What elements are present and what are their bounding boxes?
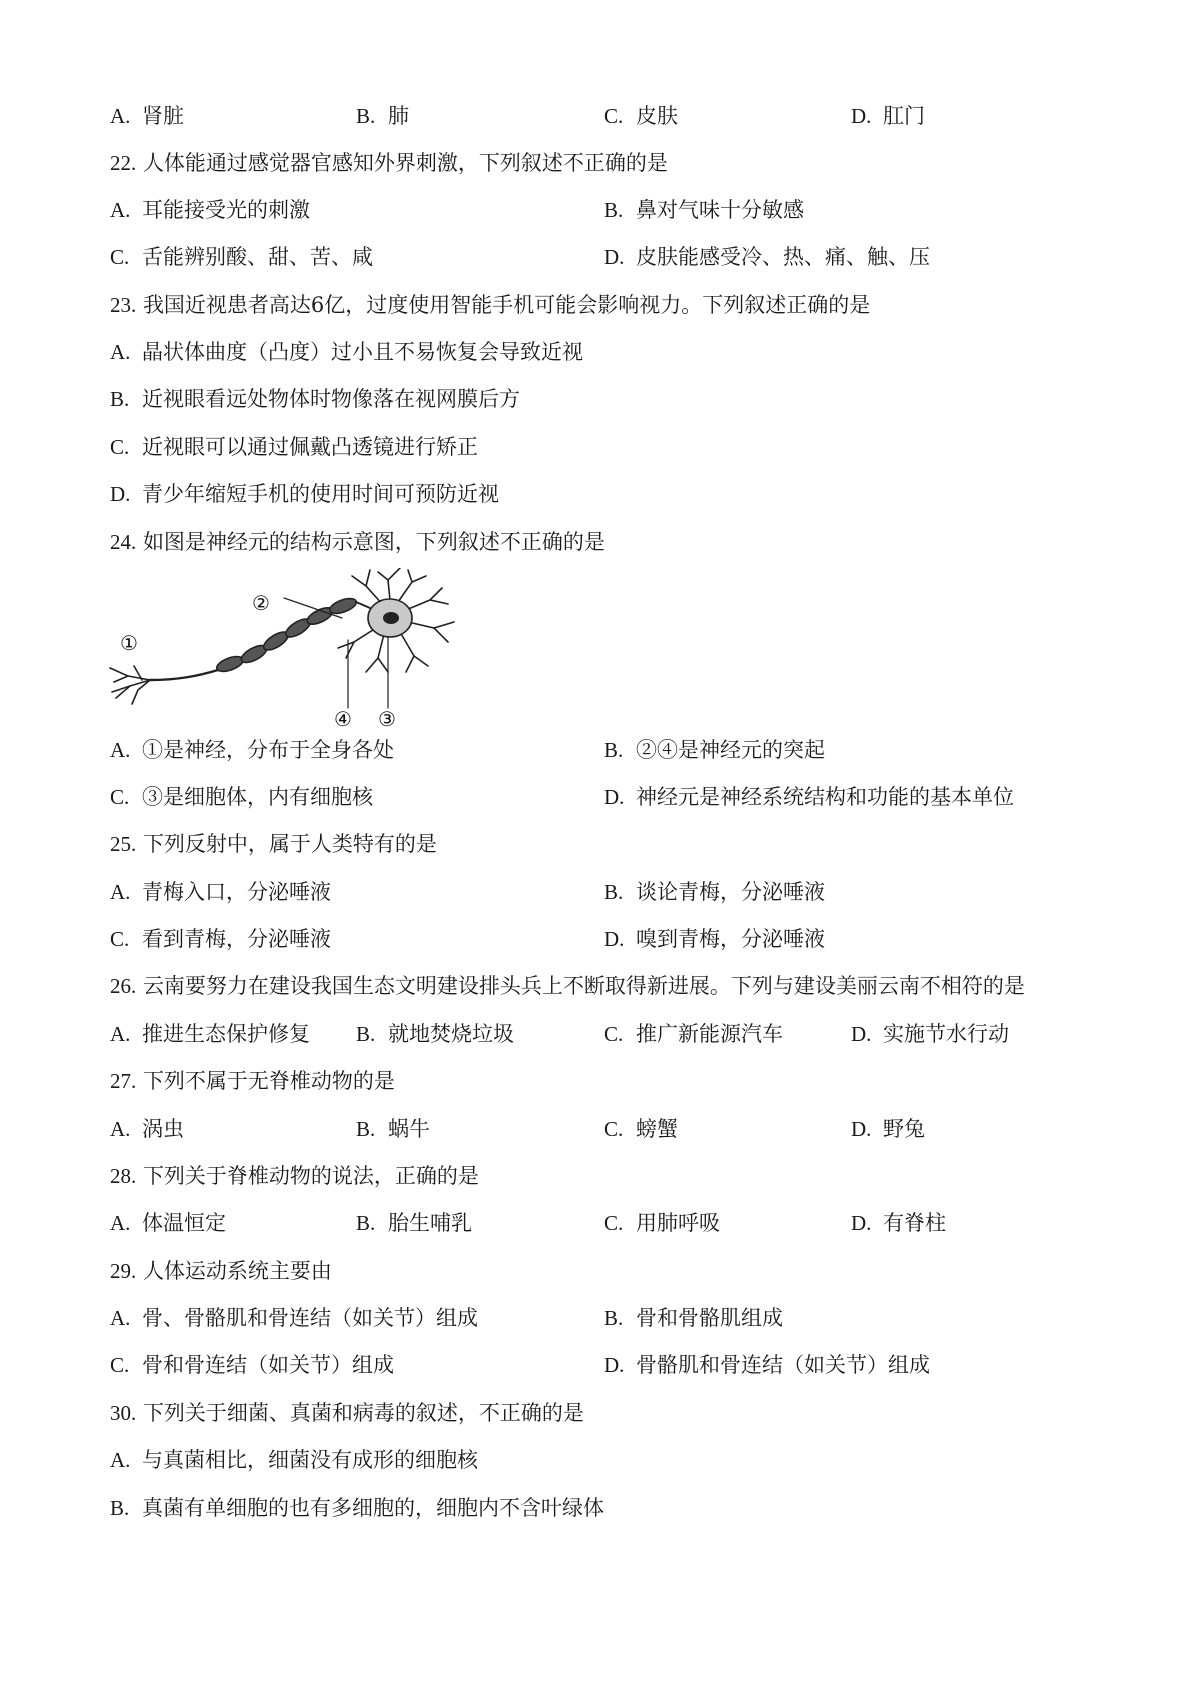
q22-option-c: C. 舌能辨别酸、甜、苦、咸: [110, 245, 373, 269]
q21-option-c: C. 皮肤: [604, 104, 678, 128]
q22-option-d: D. 皮肤能感受冷、热、痛、触、压: [604, 245, 930, 269]
neuron-diagram: [108, 568, 478, 728]
q22-option-a: A. 耳能接受光的刺激: [110, 198, 310, 222]
q29-option-d: D. 骨骼肌和骨连结（如关节）组成: [604, 1353, 930, 1377]
q21-option-a: A. 肾脏: [110, 104, 184, 128]
q24-option-a: A. ①是神经，分布于全身各处: [110, 738, 394, 762]
q24-option-d: D. 神经元是神经系统结构和功能的基本单位: [604, 785, 1014, 809]
q26-option-b: B. 就地焚烧垃圾: [356, 1022, 514, 1046]
q26-option-c: C. 推广新能源汽车: [604, 1022, 783, 1046]
q26-option-d: D. 实施节水行动: [851, 1022, 1009, 1046]
q28-option-d: D. 有脊柱: [851, 1211, 946, 1235]
q28-option-c: C. 用肺呼吸: [604, 1211, 720, 1235]
q27-option-d: D. 野兔: [851, 1117, 925, 1141]
q29-option-a: A. 骨、骨骼肌和骨连结（如关节）组成: [110, 1306, 478, 1330]
figure-label-2: ②: [252, 591, 270, 615]
q27-option-c: C. 螃蟹: [604, 1117, 678, 1141]
q24-option-c: C. ③是细胞体，内有细胞核: [110, 785, 373, 809]
q24-option-b: B. ②④是神经元的突起: [604, 738, 825, 762]
q22-option-b: B. 鼻对气味十分敏感: [604, 198, 804, 222]
q28-option-b: B. 胎生哺乳: [356, 1211, 472, 1235]
q21-option-d: D. 肛门: [851, 104, 925, 128]
figure-label-4: ④: [334, 707, 352, 728]
q27-option-b: B. 蜗牛: [356, 1117, 430, 1141]
q21-option-b: B. 肺: [356, 104, 409, 128]
q25-option-c: C. 看到青梅，分泌唾液: [110, 927, 331, 951]
figure-label-3: ③: [378, 707, 396, 728]
q29-option-b: B. 骨和骨骼肌组成: [604, 1306, 783, 1330]
q25-option-a: A. 青梅入口，分泌唾液: [110, 880, 331, 904]
q25-option-d: D. 嗅到青梅，分泌唾液: [604, 927, 825, 951]
q25-option-b: B. 谈论青梅，分泌唾液: [604, 880, 825, 904]
q28-option-a: A. 体温恒定: [110, 1211, 226, 1235]
q29-option-c: C. 骨和骨连结（如关节）组成: [110, 1353, 394, 1377]
q26-option-a: A. 推进生态保护修复: [110, 1022, 310, 1046]
figure-label-1: ①: [120, 631, 138, 655]
q27-option-a: A. 涡虫: [110, 1117, 184, 1141]
